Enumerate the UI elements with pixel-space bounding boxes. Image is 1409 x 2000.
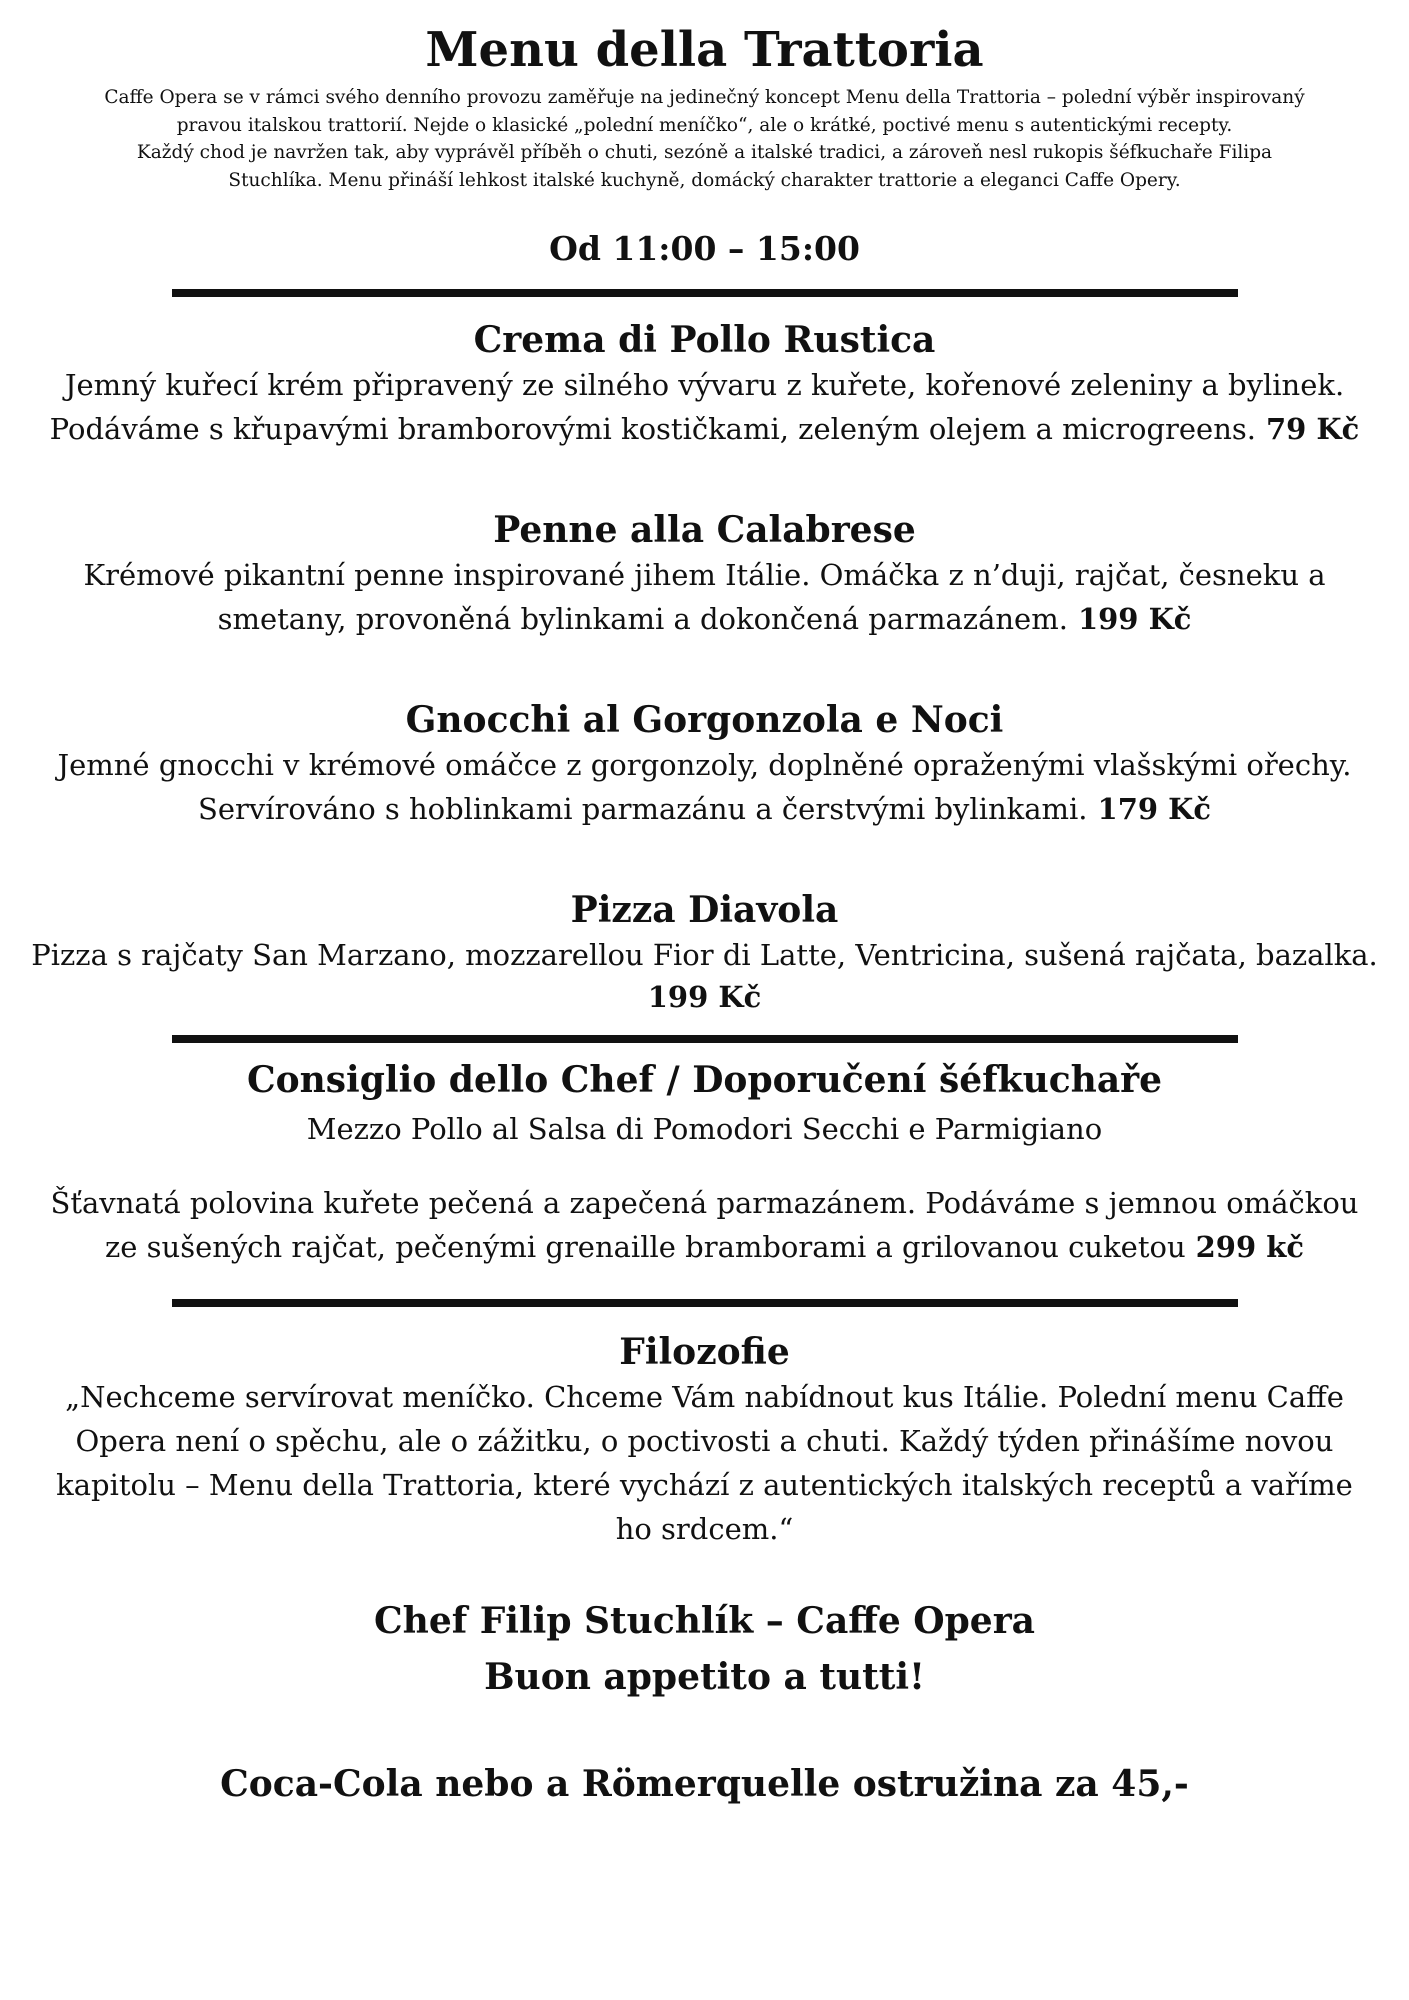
dish-description-line: smetany, provoněná bylinkami a dokončená parmazánem. 199 Kč — [217, 602, 1192, 636]
dish-price: 199 Kč — [1077, 602, 1192, 636]
chef-dish-price: 299 kč — [1195, 1230, 1305, 1264]
chef-dish-description — [2, 1181, 1407, 1269]
chef-description-line: Šťavnatá polovina kuřete pečená a zapečená parmazánem. Podáváme s jemnou omáčkou — [50, 1186, 1359, 1220]
intro-paragraph — [8, 84, 1401, 194]
divider — [172, 1035, 1238, 1043]
dish-description-line: Pizza s rajčaty San Marzano, mozzarellou Fior di Latte, Ventricina, sušená rajčata, bazalka. — [31, 938, 1378, 972]
chef-description-line: ze sušených rajčat, pečenými grenaille bramborami a grilovanou cuketou 299 kč — [104, 1230, 1305, 1264]
chef-signature — [0, 1593, 1409, 1705]
chef-recommendation — [0, 1057, 1409, 1269]
dish-description-line: Jemný kuřecí krém připravený ze silného vývaru z kuřete, kořenové zeleniny a bylinek. — [64, 368, 1345, 402]
dish-pizza-diavola — [0, 887, 1409, 1017]
dish-price: 179 Kč — [1097, 792, 1212, 826]
dish-name: Crema di Pollo Rustica — [473, 319, 936, 361]
dish-price: 199 Kč — [647, 980, 762, 1014]
signature-line: Chef Filip Stuchlík – Caffe Opera — [374, 1600, 1035, 1642]
intro-line: Každý chod je navržen tak, aby vyprávěl příběh o chuti, sezóně a italské tradici, a zároveň nesl rukopis šéfkuchaře Filipa — [136, 142, 1273, 163]
dish-name: Pizza Diavola — [570, 889, 839, 931]
dish-description — [2, 553, 1407, 641]
intro-line: Caffe Opera se v rámci svého denního provozu zaměřuje na jedinečný koncept Menu della Trattoria – polední výběr inspirovaný — [104, 87, 1305, 108]
chef-dish-name: Mezzo Pollo al Salsa di Pomodori Secchi e Parmigiano — [306, 1112, 1103, 1146]
dish-gnocchi-al-gorgonzola — [0, 697, 1409, 831]
dish-penne-alla-calabrese — [0, 507, 1409, 641]
philosophy-heading: Filozofie — [619, 1331, 790, 1373]
signature-line: Buon appetito a tutti! — [484, 1656, 925, 1698]
dish-description-line: Servírováno s hoblinkami parmazánu a čerstvými bylinkami. 179 Kč — [197, 792, 1212, 826]
dish-description-line: Podáváme s křupavými bramborovými kostičkami, zeleným olejem a microgreens. 79 Kč — [49, 412, 1360, 446]
dish-price: 79 Kč — [1265, 412, 1360, 446]
divider — [172, 1299, 1238, 1307]
philosophy-line: ho srdcem.“ — [615, 1512, 794, 1546]
dish-description — [2, 363, 1407, 451]
philosophy-line: kapitolu – Menu della Trattoria, které vychází z autentických italských receptů a vaříme — [56, 1468, 1353, 1502]
dish-name: Gnocchi al Gorgonzola e Noci — [405, 699, 1004, 741]
dish-description-line: Jemné gnocchi v krémové omáčce z gorgonzoly, doplněné opraženými vlašskými ořechy. — [57, 748, 1352, 782]
dish-description — [2, 743, 1407, 831]
opening-hours: Od 11:00 – 15:00 — [549, 229, 860, 268]
dish-description — [2, 933, 1407, 1017]
intro-line: Stuchlíka. Menu přináší lehkost italské kuchyně, domácký charakter trattorie a eleganci Caffe Opery. — [228, 169, 1181, 191]
chef-recommendation-heading: Consiglio dello Chef / Doporučení šéfkuchaře — [246, 1059, 1163, 1101]
drinks-offer: Coca-Cola nebo a Römerquelle ostružina za 45,- — [220, 1763, 1189, 1805]
page-title: Menu della Trattoria — [425, 22, 984, 78]
intro-line: pravou italskou trattorií. Nejde o klasické „polední meníčko“, ale o krátké, poctivé menu s autentickými recepty. — [176, 114, 1233, 136]
philosophy-quote — [2, 1375, 1407, 1551]
divider — [172, 289, 1238, 297]
philosophy-line: Opera není o spěchu, ale o zážitku, o poctivosti a chuti. Každý týden přinášíme novou — [75, 1424, 1334, 1458]
dish-crema-di-pollo — [0, 317, 1409, 451]
dish-name: Penne alla Calabrese — [493, 509, 916, 551]
dish-description-line: Krémové pikantní penne inspirované jihem Itálie. Omáčka z n’duji, rajčat, česneku a — [83, 558, 1326, 592]
philosophy-line: „Nechceme servírovat meníčko. Chceme Vám nabídnout kus Itálie. Polední menu Caffe — [65, 1380, 1344, 1414]
philosophy-section — [0, 1329, 1409, 1551]
